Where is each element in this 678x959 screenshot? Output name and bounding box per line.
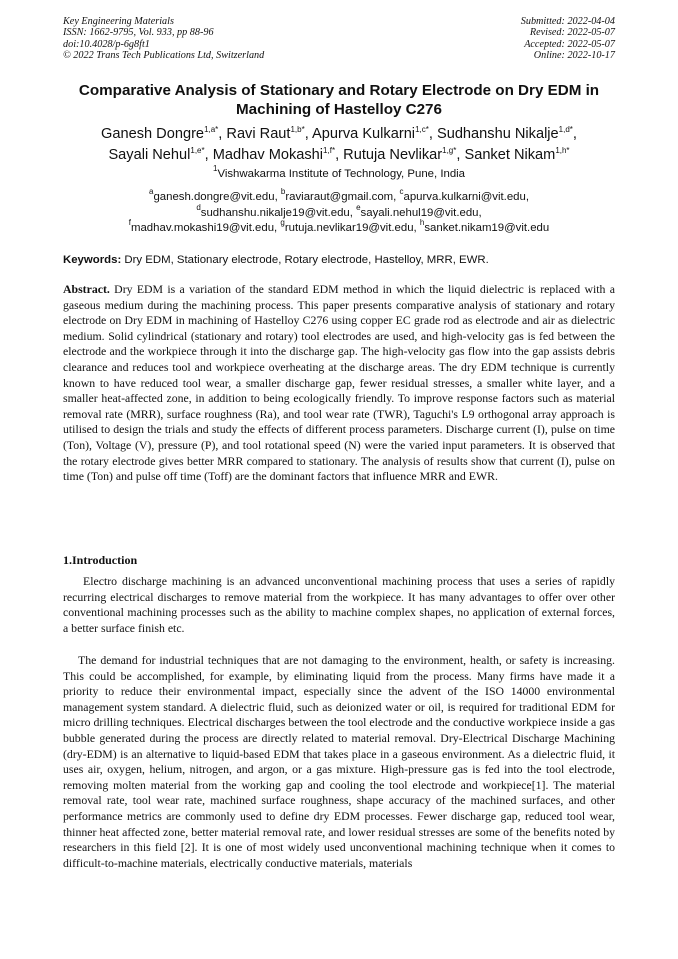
intro-paragraph-2: The demand for industrial techniques that are not damaging to the environment, health, or safety is increasing. This could be accomplished, for example, by eliminating liquid from the process. Many firms have made it a priority to reduce their environmental impact, especially since the advent of the ISO 14000 environmental management system standard. A dielectric fluid, such as deionized water or oil, is required for traditional EDM for micro drilling techniques. Electrical discharges between the tool electrode and the conductive workpiece inside a gas bubble generated during the process are directly related to material removal. Dry-Electrical Discharge Machining (dry-EDM) is an alternative to liquid-based EDM that takes place in a gaseous environment. As a dielectric fluid, it uses air, oxygen, helium, nitrogen, and argon, or a gas mixture. High-pressure gas is fed into the tool electrode, removing molten material from the working gap and cooling the tool electrode and workpiece[1]. The material removal rate, tool wear rate, machined surface roughness, shape accuracy of the machined surfaces, and other performance metrics are commonly used to define dry EDM processes. Fewer discharge gap, reduced tool wear, thinner heat affected zone, better material removal rate, and lower residual stresses are some of the benefits noted by researchers in this field [2]. It is one of most widely used unconventional machining technique when it comes to difficult-to-machine materials, electrically conductive materials, materials <box>63 653 615 870</box>
accepted-date: Accepted: 2022-05-07 <box>524 38 615 50</box>
paper-title: Comparative Analysis of Stationary and Rotary Electrode on Dry EDM in Machining of Hastelloy C276 <box>78 82 600 118</box>
submission-dates <box>521 16 615 62</box>
author: Ravi Raut$^{1,b*}$, <box>226 125 313 142</box>
journal-info <box>63 16 264 62</box>
journal-name: Key Engineering Materials <box>63 16 174 27</box>
author-list <box>40 124 638 166</box>
email-link[interactable]: $^a$ganesh.dongre@vit.edu, <box>148 187 281 203</box>
email-link[interactable]: $^f$madhav.mokashi19@vit.edu, <box>128 218 278 234</box>
keywords-text: Dry EDM, Stationary electrode, Rotary electrode, Hastelloy, MRR, EWR. <box>121 254 489 266</box>
abstract <box>63 282 615 485</box>
author: Apurva Kulkarni$^{1,c*}$, <box>312 125 437 142</box>
email-link[interactable]: $^d$sudhanshu.nikalje19@vit.edu, <box>196 202 357 219</box>
journal-issn: ISSN: 1662-9795, Vol. 933, pp 88-96 <box>63 27 214 39</box>
copyright: © 2022 Trans Tech Publications Ltd, Switzerland <box>63 50 265 62</box>
email-link[interactable]: $^g$rutuja.nevlikar19@vit.edu, <box>280 218 417 234</box>
revised-date: Revised: 2022-05-07 <box>529 27 615 39</box>
keywords-label: Keywords: <box>63 254 122 266</box>
submitted-date: Submitted: 2022-04-04 <box>520 16 615 27</box>
section-heading-introduction: 1.Introduction <box>63 553 138 567</box>
author: Sanket Nikam$^{1,h*}$ <box>464 146 570 163</box>
abstract-label: Abstract. <box>63 282 110 296</box>
author: Madhav Mokashi$^{1,f*}$, <box>212 146 344 163</box>
abstract-text: Dry EDM is a variation of the standard EDM method in which the liquid dielectric is replaced with a gaseous medium during the machining process. This paper presents comparative analysis of stationary and rotary electrode on Dry EDM in machining of Hastelloy C276 using copper EC grade rod as electrode and air as dielectric medium. Solid cylindrical (stationary and rotary) tool electrodes are used, and high-velocity gas is fed between the electrode and the workpiece through it into the discharge gap. The high-velocity gas flow into the gap assists debris clearance and reduces tool and workpiece overheating at the discharge areas. The dry EDM technique is currently known to have reduced tool wear, a smaller discharge gap, fewer residual stresses, a smaller white layer, and a smaller heat-affected zone, in addition to being ecologically friendly. To improve response factors such as material removal rate (MRR), surface roughness (Ra), and tool wear rate (TWR), Taguchi's L9 orthogonal array approach is utilised to design the trials and study the effects of different process parameters. Discharge current (I), pulse on time (Ton), Voltage (V), pressure (P), and tool rotational speed (N) were the varied input parameters. It is observed that the rotary electrode gives better MRR compared to stationary. The analysis of results show that current (I), pulse on time (Ton) and pulse off time (Toff) are the dominant factors that influence MRR and EWR. <box>63 282 615 484</box>
doi: doi:10.4028/p-6g8ft1 <box>63 38 150 50</box>
online-date: Online: 2022-10-17 <box>533 50 615 62</box>
author-emails <box>40 187 638 237</box>
keywords <box>63 254 615 266</box>
intro-paragraph-1: Electro discharge machining is an advanced unconventional machining process that uses a series of rapidly recurring electrical discharges to remove material from the workpiece. It has many advantages to offer over other conventional machining processes such as the ability to machine complex shapes, no application of external forces, a better surface finish etc. <box>63 574 615 635</box>
email-link[interactable]: $^e$sayali.nehul19@vit.edu, <box>356 202 482 219</box>
author: Sayali Nehul$^{1,e*}$, <box>108 146 213 163</box>
author: Sudhanshu Nikalje$^{1,d*}$, <box>436 125 577 142</box>
email-link[interactable]: $^c$apurva.kulkarni@vit.edu, <box>399 187 530 203</box>
email-link[interactable]: $^h$sanket.nikam19@vit.edu <box>419 218 550 234</box>
affiliation: $^1$Vishwakarma Institute of Technology, Pune, India <box>212 164 466 180</box>
author: Rutuja Nevlikar$^{1,g*}$, <box>343 146 465 163</box>
author: Ganesh Dongre$^{1,a*}$, <box>101 125 227 142</box>
email-link[interactable]: $^b$raviaraut@gmail.com, <box>280 187 400 203</box>
